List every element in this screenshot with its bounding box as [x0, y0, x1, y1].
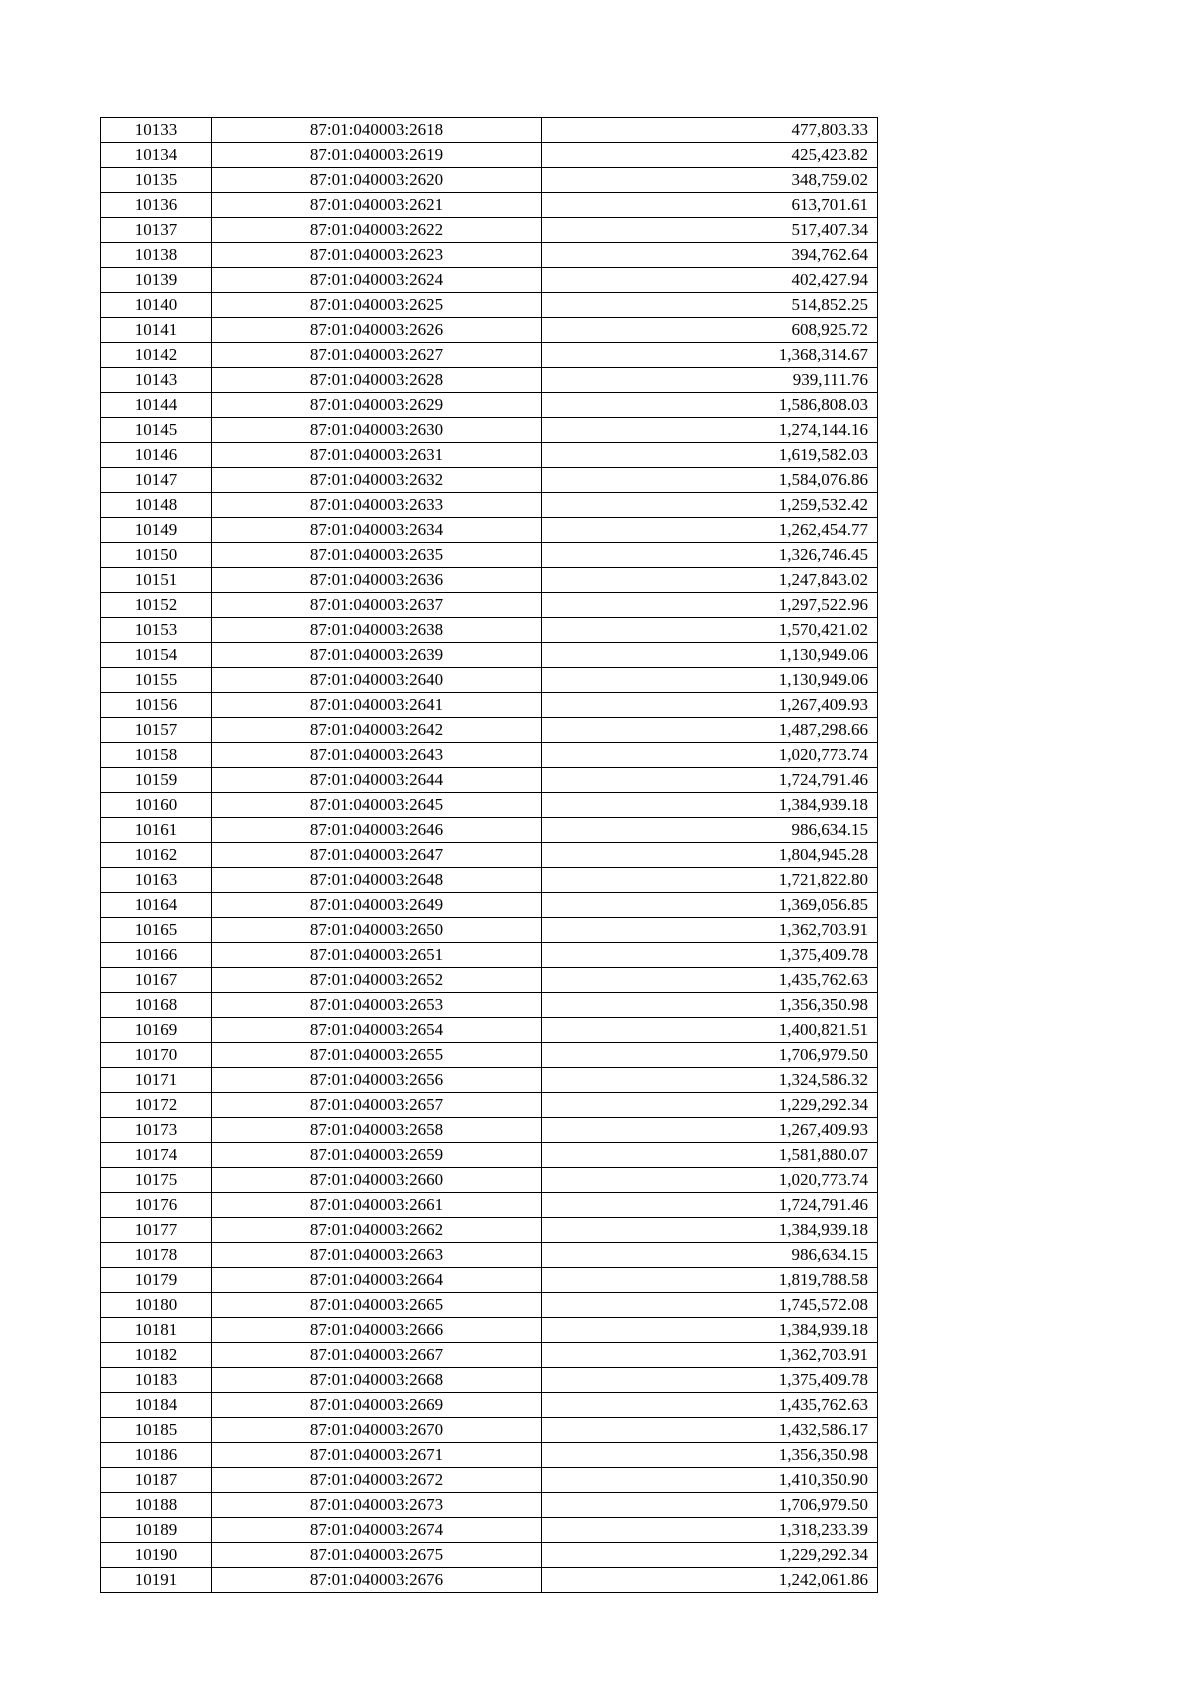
cadastral-number-cell: 87:01:040003:2666 [212, 1318, 542, 1343]
table-row [101, 893, 878, 918]
row-number-cell: 10156 [101, 693, 212, 718]
value-cell: 1,242,061.86 [542, 1568, 878, 1593]
cadastral-number-cell: 87:01:040003:2619 [212, 143, 542, 168]
value-cell: 1,362,703.91 [542, 1343, 878, 1368]
row-number-cell: 10170 [101, 1043, 212, 1068]
table-row [101, 643, 878, 668]
value-cell: 1,724,791.46 [542, 768, 878, 793]
value-cell: 1,259,532.42 [542, 493, 878, 518]
row-number-cell: 10159 [101, 768, 212, 793]
cadastral-number-cell: 87:01:040003:2640 [212, 668, 542, 693]
row-number-cell: 10142 [101, 343, 212, 368]
cadastral-number-cell: 87:01:040003:2660 [212, 1168, 542, 1193]
table-row [101, 368, 878, 393]
cadastral-number-cell: 87:01:040003:2636 [212, 568, 542, 593]
table-row [101, 1318, 878, 1343]
value-cell: 1,375,409.78 [542, 1368, 878, 1393]
value-cell: 1,267,409.93 [542, 1118, 878, 1143]
value-cell: 394,762.64 [542, 243, 878, 268]
cadastral-number-cell: 87:01:040003:2673 [212, 1493, 542, 1518]
value-cell: 402,427.94 [542, 268, 878, 293]
table-row [101, 718, 878, 743]
cadastral-number-cell: 87:01:040003:2653 [212, 993, 542, 1018]
cadastral-number-cell: 87:01:040003:2643 [212, 743, 542, 768]
cadastral-number-cell: 87:01:040003:2630 [212, 418, 542, 443]
row-number-cell: 10174 [101, 1143, 212, 1168]
table-row [101, 393, 878, 418]
cadastral-number-cell: 87:01:040003:2661 [212, 1193, 542, 1218]
row-number-cell: 10186 [101, 1443, 212, 1468]
row-number-cell: 10189 [101, 1518, 212, 1543]
cadastral-number-cell: 87:01:040003:2676 [212, 1568, 542, 1593]
table-row [101, 518, 878, 543]
row-number-cell: 10153 [101, 618, 212, 643]
value-cell: 1,368,314.67 [542, 343, 878, 368]
value-cell: 1,362,703.91 [542, 918, 878, 943]
document-table-container [100, 117, 878, 1593]
cadastral-number-cell: 87:01:040003:2626 [212, 318, 542, 343]
row-number-cell: 10140 [101, 293, 212, 318]
cadastral-number-cell: 87:01:040003:2637 [212, 593, 542, 618]
value-cell: 1,375,409.78 [542, 943, 878, 968]
cadastral-number-cell: 87:01:040003:2675 [212, 1543, 542, 1568]
table-row [101, 1368, 878, 1393]
table-row [101, 1393, 878, 1418]
cadastral-number-cell: 87:01:040003:2627 [212, 343, 542, 368]
value-cell: 517,407.34 [542, 218, 878, 243]
cadastral-number-cell: 87:01:040003:2656 [212, 1068, 542, 1093]
cadastral-number-cell: 87:01:040003:2651 [212, 943, 542, 968]
row-number-cell: 10139 [101, 268, 212, 293]
value-cell: 1,584,076.86 [542, 468, 878, 493]
table-row [101, 1168, 878, 1193]
cadastral-number-cell: 87:01:040003:2633 [212, 493, 542, 518]
cadastral-number-cell: 87:01:040003:2665 [212, 1293, 542, 1318]
cadastral-number-cell: 87:01:040003:2667 [212, 1343, 542, 1368]
table-row [101, 143, 878, 168]
cadastral-number-cell: 87:01:040003:2623 [212, 243, 542, 268]
row-number-cell: 10151 [101, 568, 212, 593]
row-number-cell: 10157 [101, 718, 212, 743]
table-row [101, 793, 878, 818]
row-number-cell: 10133 [101, 118, 212, 143]
value-cell: 1,262,454.77 [542, 518, 878, 543]
value-cell: 939,111.76 [542, 368, 878, 393]
cadastral-number-cell: 87:01:040003:2621 [212, 193, 542, 218]
cadastral-number-cell: 87:01:040003:2674 [212, 1518, 542, 1543]
table-row [101, 268, 878, 293]
table-row [101, 743, 878, 768]
table-row [101, 468, 878, 493]
table-row [101, 1518, 878, 1543]
table-row [101, 1068, 878, 1093]
row-number-cell: 10143 [101, 368, 212, 393]
value-cell: 1,267,409.93 [542, 693, 878, 718]
row-number-cell: 10152 [101, 593, 212, 618]
cadastral-number-cell: 87:01:040003:2644 [212, 768, 542, 793]
table-row [101, 543, 878, 568]
cadastral-number-cell: 87:01:040003:2669 [212, 1393, 542, 1418]
table-row [101, 1218, 878, 1243]
value-cell: 1,318,233.39 [542, 1518, 878, 1543]
value-cell: 1,745,572.08 [542, 1293, 878, 1318]
table-row [101, 918, 878, 943]
value-cell: 1,400,821.51 [542, 1018, 878, 1043]
row-number-cell: 10171 [101, 1068, 212, 1093]
value-cell: 1,356,350.98 [542, 993, 878, 1018]
row-number-cell: 10173 [101, 1118, 212, 1143]
row-number-cell: 10188 [101, 1493, 212, 1518]
cadastral-number-cell: 87:01:040003:2672 [212, 1468, 542, 1493]
value-cell: 1,384,939.18 [542, 1218, 878, 1243]
table-row [101, 693, 878, 718]
table-row [101, 1093, 878, 1118]
value-cell: 1,384,939.18 [542, 793, 878, 818]
value-cell: 1,356,350.98 [542, 1443, 878, 1468]
value-cell: 1,804,945.28 [542, 843, 878, 868]
cadastral-number-cell: 87:01:040003:2668 [212, 1368, 542, 1393]
cadastral-number-cell: 87:01:040003:2645 [212, 793, 542, 818]
table-row [101, 168, 878, 193]
table-row [101, 218, 878, 243]
cadastral-number-cell: 87:01:040003:2634 [212, 518, 542, 543]
table-row [101, 118, 878, 143]
cadastral-number-cell: 87:01:040003:2639 [212, 643, 542, 668]
cadastral-number-cell: 87:01:040003:2642 [212, 718, 542, 743]
value-cell: 1,487,298.66 [542, 718, 878, 743]
row-number-cell: 10137 [101, 218, 212, 243]
cadastral-number-cell: 87:01:040003:2650 [212, 918, 542, 943]
value-cell: 425,423.82 [542, 143, 878, 168]
table-row [101, 1418, 878, 1443]
cadastral-number-cell: 87:01:040003:2662 [212, 1218, 542, 1243]
value-cell: 1,435,762.63 [542, 1393, 878, 1418]
row-number-cell: 10178 [101, 1243, 212, 1268]
row-number-cell: 10138 [101, 243, 212, 268]
value-cell: 348,759.02 [542, 168, 878, 193]
table-row [101, 1493, 878, 1518]
value-cell: 1,020,773.74 [542, 743, 878, 768]
table-row [101, 968, 878, 993]
table-row [101, 418, 878, 443]
row-number-cell: 10165 [101, 918, 212, 943]
cadastral-number-cell: 87:01:040003:2620 [212, 168, 542, 193]
row-number-cell: 10148 [101, 493, 212, 518]
table-row [101, 193, 878, 218]
row-number-cell: 10147 [101, 468, 212, 493]
row-number-cell: 10182 [101, 1343, 212, 1368]
value-cell: 1,706,979.50 [542, 1043, 878, 1068]
table-row [101, 1443, 878, 1468]
cadastral-number-cell: 87:01:040003:2671 [212, 1443, 542, 1468]
cadastral-number-cell: 87:01:040003:2632 [212, 468, 542, 493]
row-number-cell: 10187 [101, 1468, 212, 1493]
table-row [101, 318, 878, 343]
cadastral-number-cell: 87:01:040003:2625 [212, 293, 542, 318]
table-row [101, 1118, 878, 1143]
table-row [101, 1293, 878, 1318]
cadastral-number-cell: 87:01:040003:2638 [212, 618, 542, 643]
table-body [101, 118, 878, 1593]
table-row [101, 1568, 878, 1593]
row-number-cell: 10166 [101, 943, 212, 968]
cadastral-number-cell: 87:01:040003:2622 [212, 218, 542, 243]
row-number-cell: 10160 [101, 793, 212, 818]
value-cell: 1,570,421.02 [542, 618, 878, 643]
row-number-cell: 10135 [101, 168, 212, 193]
table-row [101, 443, 878, 468]
cadastral-number-cell: 87:01:040003:2655 [212, 1043, 542, 1068]
value-cell: 1,581,880.07 [542, 1143, 878, 1168]
cadastral-number-cell: 87:01:040003:2624 [212, 268, 542, 293]
table-row [101, 618, 878, 643]
cadastral-number-cell: 87:01:040003:2663 [212, 1243, 542, 1268]
row-number-cell: 10136 [101, 193, 212, 218]
table-row [101, 343, 878, 368]
cadastral-number-cell: 87:01:040003:2628 [212, 368, 542, 393]
row-number-cell: 10184 [101, 1393, 212, 1418]
row-number-cell: 10146 [101, 443, 212, 468]
value-cell: 1,247,843.02 [542, 568, 878, 593]
row-number-cell: 10185 [101, 1418, 212, 1443]
row-number-cell: 10172 [101, 1093, 212, 1118]
value-cell: 1,130,949.06 [542, 668, 878, 693]
cadastral-values-table [100, 117, 878, 1593]
table-row [101, 593, 878, 618]
cadastral-number-cell: 87:01:040003:2649 [212, 893, 542, 918]
row-number-cell: 10179 [101, 1268, 212, 1293]
value-cell: 1,410,350.90 [542, 1468, 878, 1493]
value-cell: 986,634.15 [542, 1243, 878, 1268]
table-row [101, 843, 878, 868]
table-row [101, 1343, 878, 1368]
row-number-cell: 10169 [101, 1018, 212, 1043]
table-row [101, 993, 878, 1018]
table-row [101, 668, 878, 693]
row-number-cell: 10191 [101, 1568, 212, 1593]
value-cell: 1,432,586.17 [542, 1418, 878, 1443]
value-cell: 477,803.33 [542, 118, 878, 143]
cadastral-number-cell: 87:01:040003:2658 [212, 1118, 542, 1143]
value-cell: 1,384,939.18 [542, 1318, 878, 1343]
row-number-cell: 10162 [101, 843, 212, 868]
table-row [101, 943, 878, 968]
value-cell: 514,852.25 [542, 293, 878, 318]
row-number-cell: 10155 [101, 668, 212, 693]
table-row [101, 1193, 878, 1218]
value-cell: 1,706,979.50 [542, 1493, 878, 1518]
value-cell: 1,324,586.32 [542, 1068, 878, 1093]
cadastral-number-cell: 87:01:040003:2664 [212, 1268, 542, 1293]
value-cell: 613,701.61 [542, 193, 878, 218]
row-number-cell: 10190 [101, 1543, 212, 1568]
cadastral-number-cell: 87:01:040003:2659 [212, 1143, 542, 1168]
cadastral-number-cell: 87:01:040003:2670 [212, 1418, 542, 1443]
row-number-cell: 10161 [101, 818, 212, 843]
cadastral-number-cell: 87:01:040003:2657 [212, 1093, 542, 1118]
row-number-cell: 10141 [101, 318, 212, 343]
row-number-cell: 10158 [101, 743, 212, 768]
table-row [101, 493, 878, 518]
value-cell: 986,634.15 [542, 818, 878, 843]
value-cell: 1,369,056.85 [542, 893, 878, 918]
row-number-cell: 10144 [101, 393, 212, 418]
cadastral-number-cell: 87:01:040003:2654 [212, 1018, 542, 1043]
value-cell: 1,819,788.58 [542, 1268, 878, 1293]
table-row [101, 568, 878, 593]
value-cell: 608,925.72 [542, 318, 878, 343]
row-number-cell: 10168 [101, 993, 212, 1018]
row-number-cell: 10181 [101, 1318, 212, 1343]
table-row [101, 868, 878, 893]
row-number-cell: 10167 [101, 968, 212, 993]
cadastral-number-cell: 87:01:040003:2631 [212, 443, 542, 468]
row-number-cell: 10154 [101, 643, 212, 668]
value-cell: 1,229,292.34 [542, 1543, 878, 1568]
cadastral-number-cell: 87:01:040003:2641 [212, 693, 542, 718]
table-row [101, 1043, 878, 1068]
row-number-cell: 10163 [101, 868, 212, 893]
cadastral-number-cell: 87:01:040003:2635 [212, 543, 542, 568]
row-number-cell: 10180 [101, 1293, 212, 1318]
value-cell: 1,435,762.63 [542, 968, 878, 993]
value-cell: 1,229,292.34 [542, 1093, 878, 1118]
cadastral-number-cell: 87:01:040003:2648 [212, 868, 542, 893]
row-number-cell: 10175 [101, 1168, 212, 1193]
table-row [101, 1468, 878, 1493]
table-row [101, 243, 878, 268]
row-number-cell: 10183 [101, 1368, 212, 1393]
cadastral-number-cell: 87:01:040003:2646 [212, 818, 542, 843]
row-number-cell: 10150 [101, 543, 212, 568]
row-number-cell: 10134 [101, 143, 212, 168]
cadastral-number-cell: 87:01:040003:2629 [212, 393, 542, 418]
row-number-cell: 10164 [101, 893, 212, 918]
table-row [101, 768, 878, 793]
cadastral-number-cell: 87:01:040003:2647 [212, 843, 542, 868]
table-row [101, 1268, 878, 1293]
value-cell: 1,297,522.96 [542, 593, 878, 618]
value-cell: 1,326,746.45 [542, 543, 878, 568]
row-number-cell: 10145 [101, 418, 212, 443]
value-cell: 1,020,773.74 [542, 1168, 878, 1193]
row-number-cell: 10149 [101, 518, 212, 543]
value-cell: 1,619,582.03 [542, 443, 878, 468]
table-row [101, 1543, 878, 1568]
row-number-cell: 10177 [101, 1218, 212, 1243]
table-row [101, 1243, 878, 1268]
value-cell: 1,721,822.80 [542, 868, 878, 893]
table-row [101, 293, 878, 318]
row-number-cell: 10176 [101, 1193, 212, 1218]
cadastral-number-cell: 87:01:040003:2618 [212, 118, 542, 143]
table-row [101, 1143, 878, 1168]
value-cell: 1,586,808.03 [542, 393, 878, 418]
value-cell: 1,274,144.16 [542, 418, 878, 443]
cadastral-number-cell: 87:01:040003:2652 [212, 968, 542, 993]
value-cell: 1,724,791.46 [542, 1193, 878, 1218]
table-row [101, 1018, 878, 1043]
value-cell: 1,130,949.06 [542, 643, 878, 668]
table-row [101, 818, 878, 843]
